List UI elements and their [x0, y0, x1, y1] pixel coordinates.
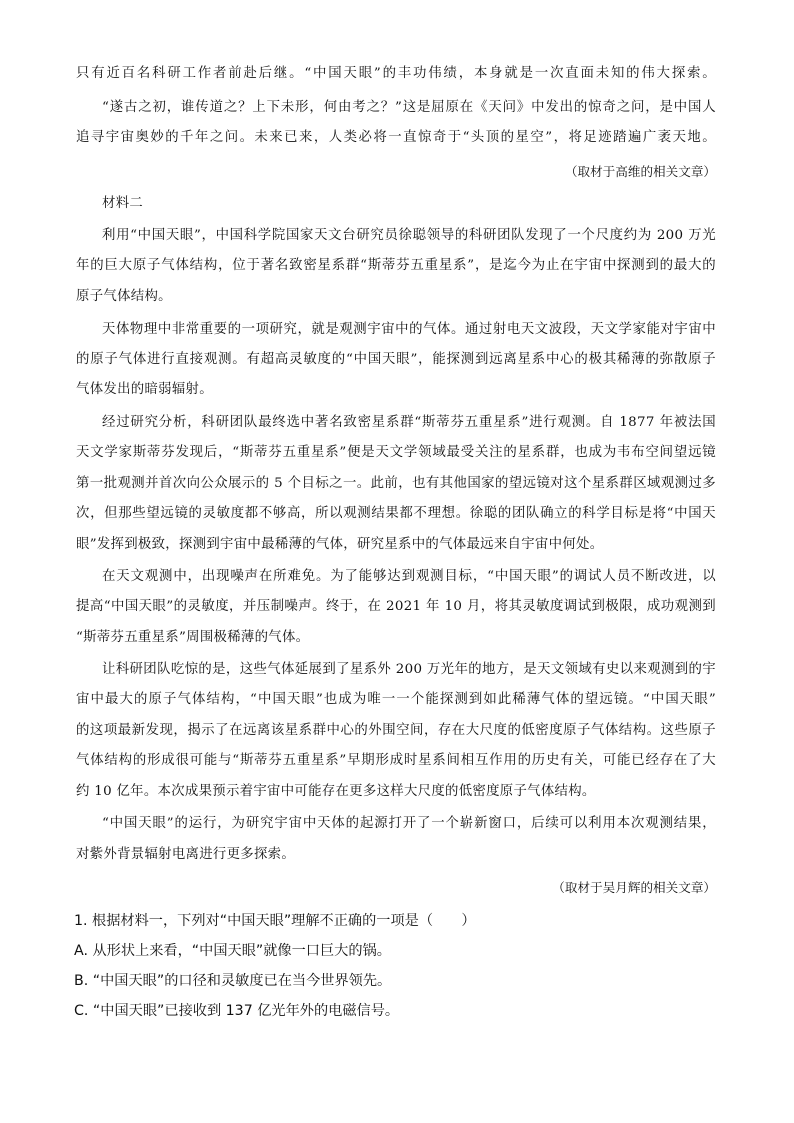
paragraph-line: 让科研团队吃惊的是，这些气体延展到了星系外 200 万光年的地方，是天文领域有史以来观测到的宇	[102, 662, 716, 677]
paragraph-line: 气体结构的形成很可能与“斯蒂芬五重星系”早期形成时星系间相互作用的历史有关，可能已经存在了大	[76, 753, 716, 768]
source-citation: （取材于吴月辉的相关文章）	[552, 880, 716, 895]
answer-option-c: C. “中国天眼”已接收到 137 亿光年外的电磁信号。	[74, 1003, 400, 1019]
answer-option-b: B. “中国天眼”的口径和灵敏度已在当今世界领先。	[74, 973, 392, 989]
paragraph-line: 宙中最大的原子气体结构，“中国天眼”也成为唯一一个能探测到如此稀薄气体的望远镜。“中国天眼”	[76, 692, 716, 707]
paragraph-line: 经过研究分析，科研团队最终选中著名致密星系群“斯蒂芬五重星系”进行观测。自 1877 年被法国	[102, 415, 716, 430]
paragraph-line: 在天文观测中，出现噪声在所难免。为了能够达到观测目标，“中国天眼”的调试人员不断改进，以	[102, 569, 716, 584]
source-citation: （取材于高维的相关文章）	[564, 164, 716, 179]
paragraph-line: 年的巨大原子气体结构，位于著名致密星系群“斯蒂芬五重星系”，是迄今为止在宇宙中探测到的最大的	[76, 258, 716, 273]
paragraph-line: 天体物理中非常重要的一项研究，就是观测宇宙中的气体。通过射电天文波段，天文学家能对宇宙中	[102, 322, 716, 337]
paragraph-line: 利用“中国天眼”，中国科学院国家天文台研究员徐聪领导的科研团队发现了一个尺度约为 200 万光	[102, 228, 716, 243]
section-heading: 材料二	[102, 196, 144, 211]
paragraph-line: “遂古之初，谁传道之？上下未形，何由考之？”这是屈原在《天问》中发出的惊奇之问，是中国人	[102, 100, 716, 115]
question-stem: 1. 根据材料一，下列对“中国天眼”理解不正确的一项是（ ）	[74, 913, 476, 929]
paragraph-line: 天文学家斯蒂芬发现后，“斯蒂芬五重星系”便是天文学领域最受关注的星系群，也成为韦布空间望远镜	[76, 445, 716, 460]
paragraph-line: “斯蒂芬五重星系”周围极稀薄的气体。	[76, 630, 310, 645]
paragraph-line: 第一批观测并首次向公众展示的 5 个目标之一。此前，也有其他国家的望远镜对这个星系群区域观测过多	[76, 476, 716, 491]
paragraph-line: 追寻宇宙奥妙的千年之问。未来已来，人类必将一直惊奇于“头顶的星空”，将足迹踏遍广袤天地。	[76, 130, 716, 145]
paragraph-line: 的这项最新发现，揭示了在远离该星系群中心的外围空间，存在大尺度的低密度原子气体结构。这些原子	[76, 723, 716, 738]
paragraph-line: 对紫外背景辐射电离进行更多探索。	[76, 847, 296, 862]
paragraph-line: 提高“中国天眼”的灵敏度，并压制噪声。终于，在 2021 年 10 月，将其灵敏度调试到极限，成功观测到	[76, 599, 716, 614]
answer-option-a: A. 从形状上来看，“中国天眼”就像一口巨大的锅。	[74, 943, 391, 959]
paragraph-line: 次，但那些望远镜的灵敏度都不够高，所以观测结果都不理想。徐聪的团队确立的科学目标是将“中国天	[76, 506, 716, 521]
paragraph-line: 眼”发挥到极致，探测到宇宙中最稀薄的气体，研究星系中的气体最远来自宇宙中何处。	[76, 537, 604, 552]
paragraph-line: 气体发出的暗弱辐射。	[76, 382, 213, 397]
paragraph-line: 的原子气体进行直接观测。有超高灵敏度的“中国天眼”，能探测到远离星系中心的极其稀薄的弥散原子	[76, 352, 716, 367]
paragraph-line: 只有近百名科研工作者前赴后继。“中国天眼”的丰功伟绩，本身就是一次直面未知的伟大探索。	[76, 66, 716, 81]
paragraph-line: 约 10 亿年。本次成果预示着宇宙中可能存在更多这样大尺度的低密度原子气体结构。	[76, 784, 596, 799]
paragraph-line: 原子气体结构。	[76, 289, 172, 304]
paragraph-line: “中国天眼”的运行，为研究宇宙中天体的起源打开了一个崭新窗口，后续可以利用本次观测结果，	[102, 816, 716, 831]
